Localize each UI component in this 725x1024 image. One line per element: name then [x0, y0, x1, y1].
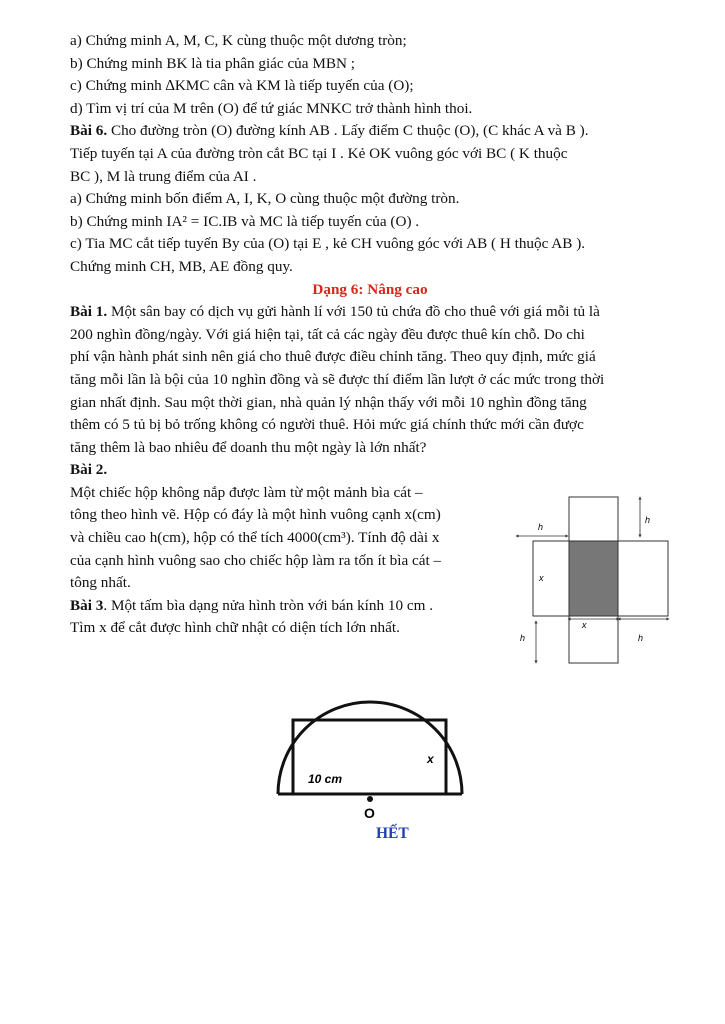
bai6-line3: BC ), M là trung điểm của AI . [70, 167, 257, 185]
label-h-top-right: h [645, 515, 651, 525]
center-point [367, 796, 373, 802]
label-x-side: x [539, 573, 544, 583]
bai6-part-c2: Chứng minh CH, MB, AE đồng quy. [70, 257, 293, 275]
problem-part-b: b) Chứng minh BK là tia phân giác của MBN ; [70, 54, 355, 72]
net-base-square [569, 541, 618, 616]
problem-part-a: a) Chứng minh A, M, C, K cùng thuộc một dương tròn; [70, 32, 407, 49]
bai3-text1: . Một tấm bìa dạng nửa hình tròn với bán kính 10 cm . [103, 596, 434, 614]
bai2-line4: tông nhất. [70, 574, 131, 592]
bai3-label: Bài 3 [70, 596, 104, 614]
problem-part-d: d) Tìm vị trí của M trên (O) để tứ giác MNKC trở thành hình thoi. [70, 99, 473, 117]
bai1-line5: thêm có 5 tủ bị bỏ trống không có người thuê. Hỏi mức giá chính thức mới cần được [70, 416, 584, 434]
bai6-part-b: b) Chứng minh IA² = IC.IB và MC là tiếp tuyến của (O) . [70, 212, 420, 230]
section-title: Dạng 6: Nâng cao [312, 280, 428, 298]
bai1-line6: tăng thêm là bao nhiêu để doanh thu một ngày là lớn nhất? [70, 438, 427, 456]
net-right-flap [618, 541, 668, 616]
bai6-part-c1: c) Tia MC cắt tiếp tuyến By của (O) tại E , kẻ CH vuông góc với AB ( H thuộc AB ). [70, 235, 586, 253]
bai6-part-a: a) Chứng minh bốn điểm A, I, K, O cùng thuộc một đường tròn. [70, 190, 460, 208]
bai3-line2: Tìm x để cắt được hình chữ nhật có diện tích lớn nhất. [70, 619, 400, 637]
label-center-O: O [364, 805, 375, 821]
bai1-text0: Một sân bay có dịch vụ gửi hành lí với 150 tủ chứa đồ cho thuê với giá mỗi tủ là [110, 303, 600, 321]
bai1-line1: 200 nghìn đồng/ngày. Với giá hiện tại, tất cả các ngày đều được thuê kín chỗ. Do chi [70, 325, 585, 343]
problem-part-c: c) Chứng minh ∆KMC cân và KM là tiếp tuyến của (O); [70, 77, 414, 95]
box-net-figure [508, 492, 678, 670]
bai2-line1: tông theo hình vẽ. Hộp có đáy là một hình vuông cạnh x(cm) [70, 506, 441, 524]
label-x-bottom: x [582, 620, 587, 630]
bai2-label: Bài 2. [70, 461, 108, 479]
net-top-flap [569, 497, 618, 541]
bai2-line2: và chiều cao h(cm), hộp có thể tích 4000(cm³). Tính độ dài x [70, 529, 440, 547]
end-marker: HẾT [376, 825, 409, 842]
semicircle-arc [278, 702, 462, 794]
label-h-bottom-left: h [520, 633, 526, 643]
bai1-line0 [70, 301, 670, 324]
bai6-line2: Tiếp tuyến tại A của đường tròn cắt BC tại I . Kẻ OK vuông góc với BC ( K thuộc [70, 144, 568, 162]
bai1-line2: phí vận hành phát sinh nên giá cho thuê được điều chỉnh tăng. Theo quy định, mức giá [70, 348, 596, 366]
semicircle-figure [260, 686, 500, 826]
bai2-line3: của cạnh hình vuông sao cho chiếc hộp làm ra tốn ít bìa cát – [70, 551, 442, 569]
net-bottom-flap [569, 616, 618, 663]
bai6-text1: Cho đường tròn (O) đường kính AB . Lấy điểm C thuộc (O), (C khác A và B ). [110, 122, 589, 140]
label-x: x [427, 752, 434, 766]
label-h-bottom-right: h [638, 633, 644, 643]
bai1-line4: gian nhất định. Sau một thời gian, nhà quản lý nhận thấy với mỗi 10 nghìn đồng tăng [70, 393, 587, 411]
bai1-line3: tăng mỗi lần là bội của 10 nghìn đồng và sẽ được thí điểm lần lượt ở các mức trong thời [70, 370, 605, 388]
bai1-label: Bài 1. [70, 303, 108, 321]
bai6-line1 [70, 120, 670, 143]
label-h-top-left: h [538, 522, 544, 532]
bai6-label: Bài 6. [70, 122, 108, 140]
bai2-line0: Một chiếc hộp không nắp được làm từ một mảnh bìa cát – [70, 483, 423, 501]
label-radius: 10 cm [308, 772, 343, 786]
